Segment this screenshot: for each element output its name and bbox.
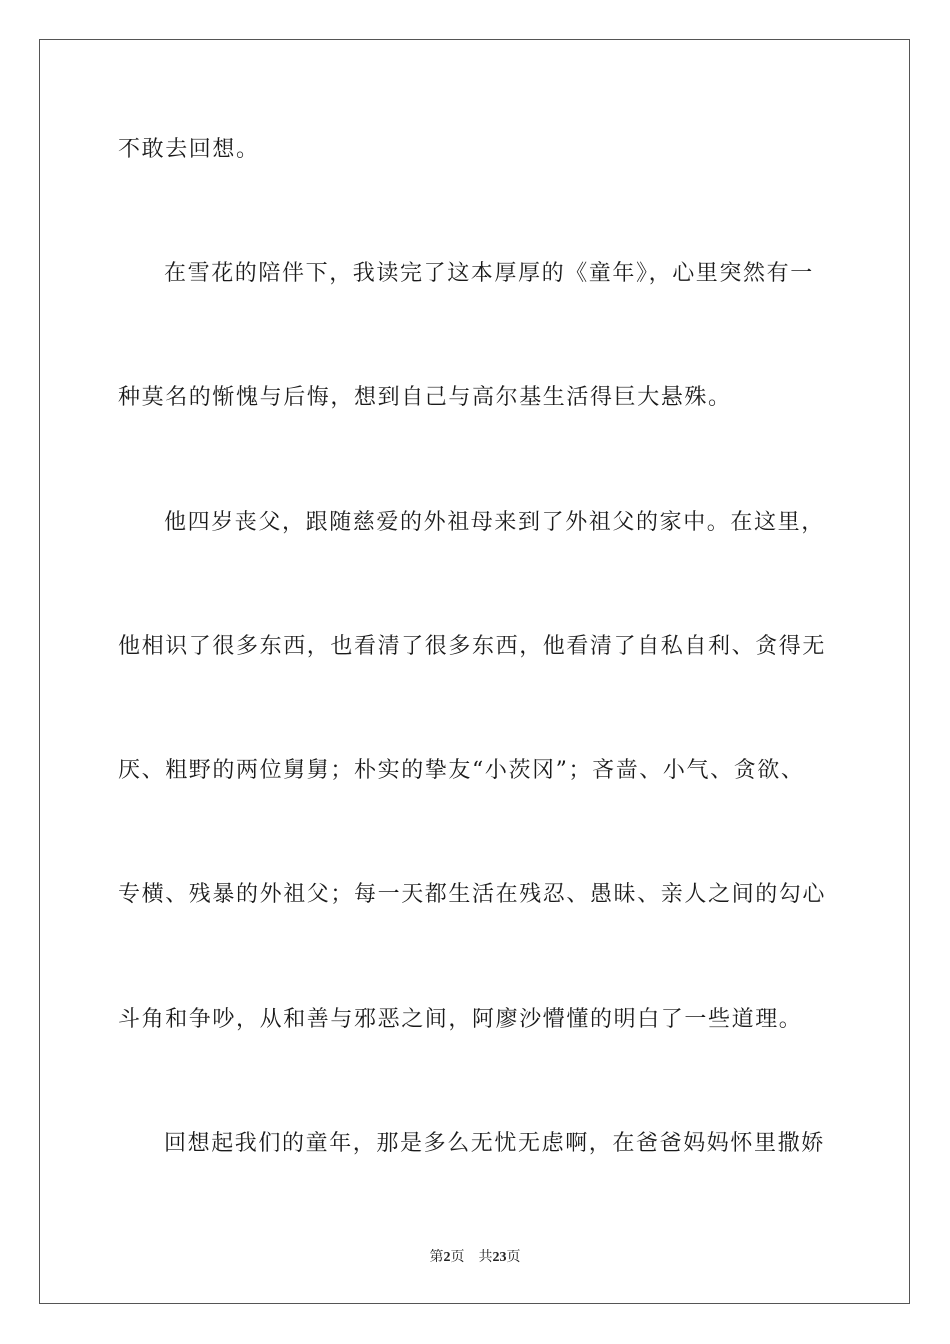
footer-total-suffix: 页 (506, 1250, 521, 1265)
footer-page-prefix: 第 (429, 1250, 444, 1265)
footer-total-pages: 23 (492, 1250, 507, 1265)
text-line-9: 回想起我们的童年，那是多么无忧无虑啊，在爸爸妈妈怀里撒娇 (164, 1131, 825, 1156)
text-line-2: 在雪花的陪伴下，我读完了这本厚厚的《童年》，心里突然有一 (164, 261, 814, 286)
footer-total-prefix: 共 (478, 1250, 493, 1265)
text-line-5: 他相识了很多东西，也看清了很多东西，他看清了自私自利、贪得无 (118, 634, 827, 659)
footer-page-suffix: 页 (450, 1250, 465, 1265)
page-footer (0, 1249, 950, 1267)
text-line-1: 不敢去回想。 (118, 137, 260, 162)
page-border (39, 39, 910, 1304)
text-line-3: 种莫名的惭愧与后悔，想到自己与高尔基生活得巨大悬殊。 (118, 385, 732, 410)
text-line-7: 专横、残暴的外祖父；每一天都生活在残忍、愚昧、亲人之间的勾心 (118, 882, 827, 907)
text-line-4: 他四岁丧父，跟随慈爱的外祖母来到了外祖父的家中。在这里， (164, 510, 825, 535)
text-line-6: 厌、粗野的两位舅舅；朴实的挚友“小茨冈”；吝啬、小气、贪欲、 (118, 758, 805, 783)
footer-page-number: 2 (443, 1250, 451, 1265)
text-line-8: 斗角和争吵，从和善与邪恶之间，阿廖沙懵懂的明白了一些道理。 (118, 1007, 803, 1032)
